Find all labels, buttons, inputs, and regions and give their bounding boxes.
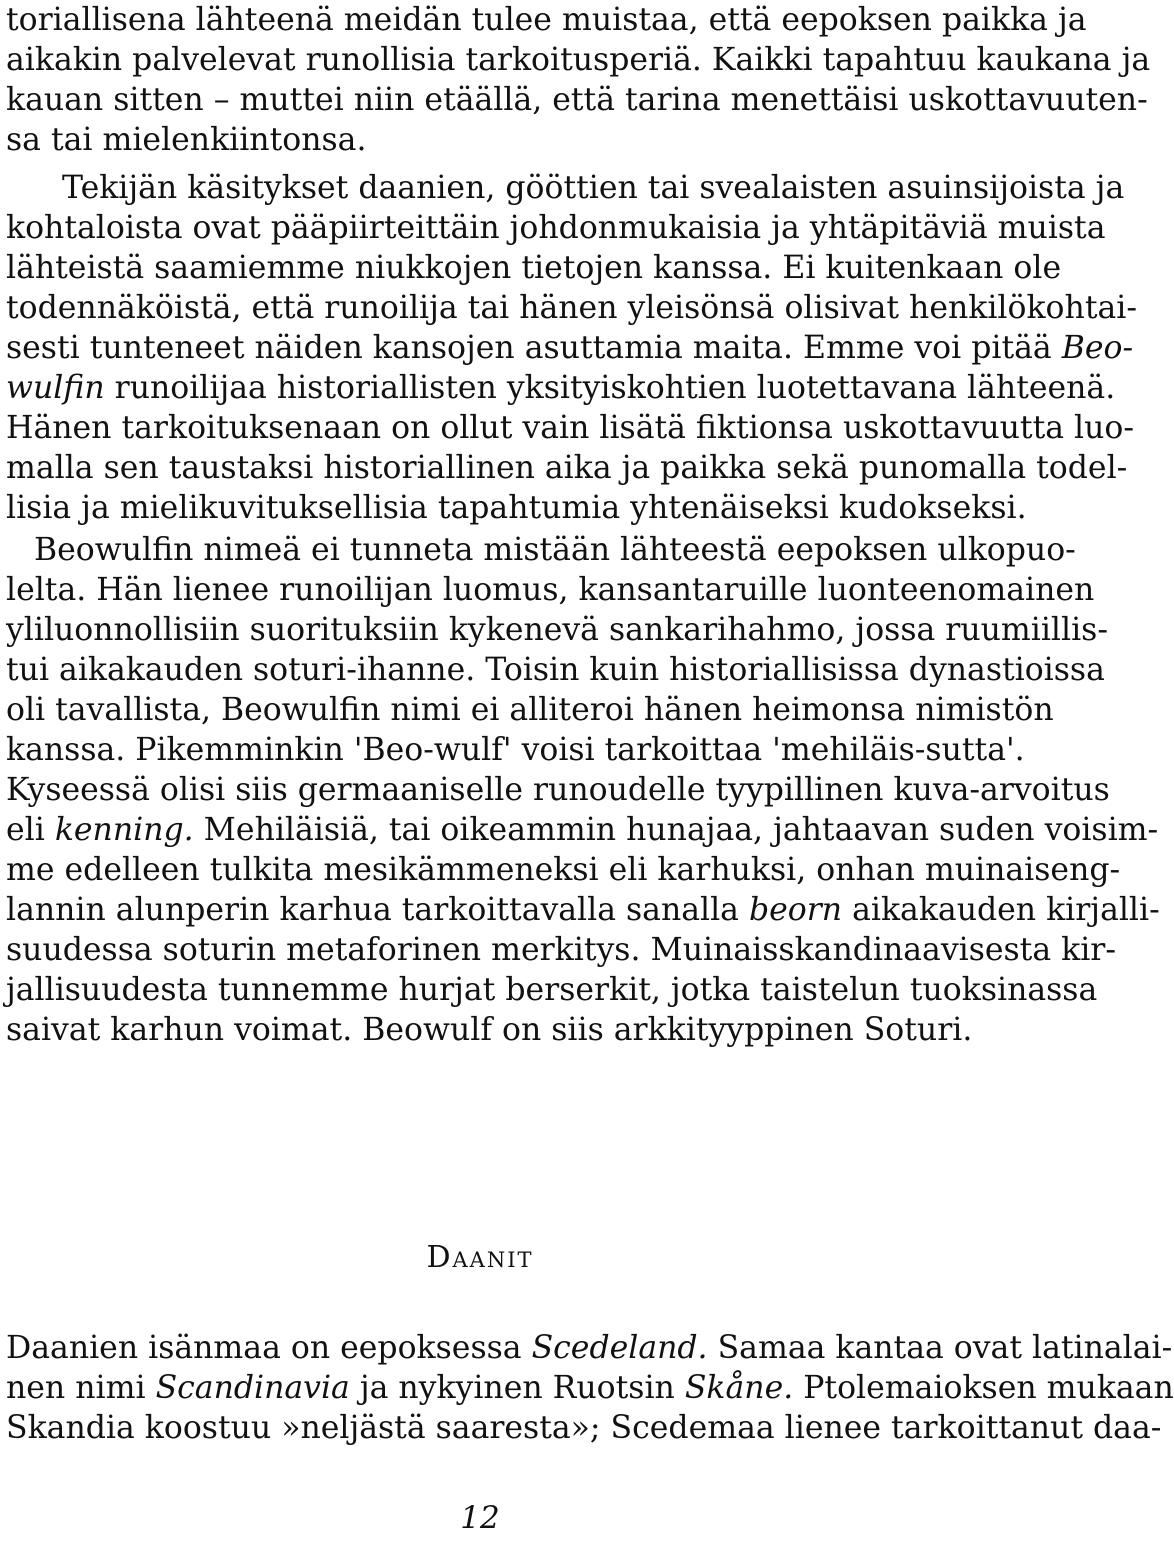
book-title-run: wulfin [6,370,105,406]
text-run: aikakauden kirjalli- [842,892,1160,928]
text-line [6,368,1116,408]
book-title-run: Beo- [1061,330,1134,366]
text-line: toriallisena lähteenä meidän tulee muistaa, että eepoksen paikka ja [6,2,1087,38]
text-line [6,890,1160,930]
text-line: lelta. Hän lienee runoilijan luomus, kansantaruille luonteenomainen [6,572,1095,608]
term-run: kenning. [54,812,194,848]
place-name-run: Scandinavia [155,1370,350,1406]
text-run: lannin alunperin karhua tarkoittavalla sanalla [6,892,749,928]
text-line: oli tavallista, Beowulfin nimi ei alliteroi hänen heimonsa nimistön [6,692,1054,728]
page-number: 12 [460,1500,500,1536]
text-line: kanssa. Pikemminkin 'Beo-wulf' voisi tarkoittaa 'mehiläis-sutta'. [6,732,1025,768]
text-line [6,1328,1173,1368]
text-run: Ptolemaioksen mukaan [793,1370,1174,1406]
place-name-run: Skåne. [684,1370,794,1406]
text-line: Hänen tarkoituksenaan on ollut vain lisätä fiktionsa uskottavuutta luo- [6,410,1135,446]
text-line: lähteistä saamiemme niukkojen tietojen kanssa. Ei kuitenkaan ole [6,250,1062,286]
text-line [6,328,1134,368]
text-run: Mehiläisiä, tai oikeammin hunajaa, jahtaavan suden voisim- [193,812,1159,848]
text-line: lisia ja mielikuvituksellisia tapahtumia yhtenäiseksi kudokseksi. [6,490,1027,526]
text-line: saivat karhun voimat. Beowulf on siis arkkityyppinen Soturi. [6,1012,973,1048]
text-line: kohtaloista ovat pääpiirteittäin johdonmukaisia ja yhtäpitäviä muista [6,210,1106,246]
text-line: sa tai mielenkiintonsa. [6,122,367,158]
term-run: beorn [748,892,843,928]
text-line: yliluonnollisiin suorituksiin kykenevä sankarihahmo, jossa ruumiillis- [6,612,1108,648]
text-line: Tekijän käsitykset daanien, gööttien tai svealaisten asuinsijoista ja [62,170,1125,206]
text-line: Kyseessä olisi siis germaaniselle runoudelle tyypillinen kuva-arvoitus [6,772,1110,808]
text-run: ja nykyinen Ruotsin [349,1370,685,1406]
text-run: Samaa kantaa ovat latinalai- [707,1330,1173,1366]
text-line: malla sen taustaksi historiallinen aika ja paikka sekä punomalla todel- [6,450,1128,486]
text-run: sesti tunteneet näiden kansojen asuttamia maita. Emme voi pitää [6,330,1062,366]
text-line: Beowulfin nimeä ei tunneta mistään lähteestä eepoksen ulkopuo- [34,532,1076,568]
text-line [6,1368,1174,1408]
text-line: todennäköistä, että runoilija tai hänen yleisönsä olisivat henkilökohtai- [6,290,1137,326]
text-line: kauan sitten – muttei niin etäällä, että tarina menettäisi uskottavuuten- [6,82,1148,118]
text-line: jallisuudesta tunnemme hurjat berserkit, jotka taistelun tuoksinassa [6,972,1098,1008]
text-line: tui aikakauden soturi-ihanne. Toisin kuin historiallisissa dynastioissa [6,652,1105,688]
text-run: eli [6,812,55,848]
text-line: me edelleen tulkita mesikämmeneksi eli karhuksi, onhan muinaiseng- [6,852,1121,888]
section-heading: Daanit [426,1240,534,1275]
text-run: Daanien isänmaa on eepoksessa [6,1330,532,1366]
text-run: nen nimi [6,1370,156,1406]
place-name-run: Scedeland. [531,1330,708,1366]
text-line: aikakin palvelevat runollisia tarkoitusperiä. Kaikki tapahtuu kaukana ja [6,42,1151,78]
text-run: runoilijaa historiallisten yksityiskohtien luotettavana lähteenä. [104,370,1116,406]
text-line [6,810,1159,850]
text-line: Skandia koostuu »neljästä saaresta»; Scedemaa lienee tarkoittanut daa- [6,1410,1162,1446]
text-line: suudessa soturin metaforinen merkitys. Muinaisskandinaavisesta kir- [6,932,1116,968]
